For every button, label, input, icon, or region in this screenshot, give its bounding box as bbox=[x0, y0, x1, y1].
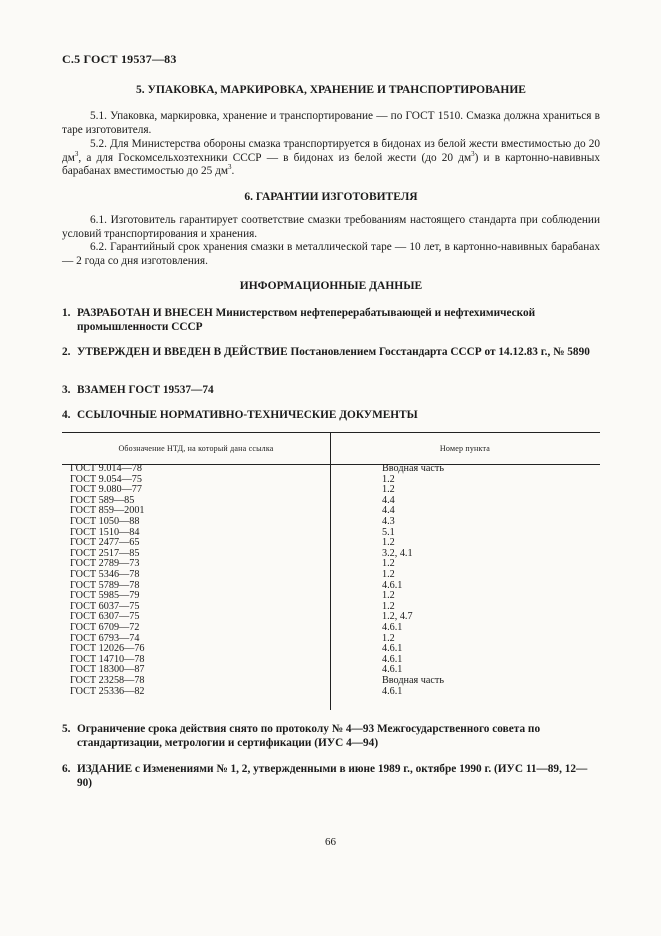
clause-number: 4.6.1 bbox=[382, 653, 403, 665]
clause-number: 4.6.1 bbox=[382, 643, 403, 655]
table-row bbox=[62, 484, 600, 495]
document-designation: ГОСТ 9.014—78 bbox=[70, 463, 142, 474]
clause-number: 3.2, 4.1 bbox=[382, 547, 413, 559]
clause-number: 1.2 bbox=[382, 569, 395, 580]
page-number: 66 bbox=[325, 836, 336, 848]
document-designation: ГОСТ 18300—87 bbox=[70, 664, 145, 676]
info-item-number: 6. bbox=[62, 763, 71, 775]
document-designation: ГОСТ 6709—72 bbox=[70, 622, 140, 633]
table-row bbox=[62, 686, 600, 697]
info-item-6 bbox=[62, 762, 602, 790]
info-item-2 bbox=[62, 345, 602, 359]
table-row bbox=[62, 495, 600, 506]
document-designation: ГОСТ 5789—78 bbox=[70, 579, 140, 591]
document-designation: ГОСТ 589—85 bbox=[70, 494, 135, 506]
section-5-title: 5. УПАКОВКА, МАРКИРОВКА, ХРАНЕНИЕ И ТРАНСПОРТИРОВАНИЕ bbox=[136, 84, 526, 96]
document-designation: ГОСТ 2517—85 bbox=[70, 547, 140, 559]
clause-number: 4.6.1 bbox=[382, 664, 403, 676]
info-item-text: Ограничение срока действия снято по протоколу № 4—93 Межгосударственного совета по стандартизации, метрологии и сертификации (ИУС 4—94) bbox=[77, 723, 541, 749]
table-row bbox=[62, 664, 600, 675]
clause-number: 1.2 bbox=[382, 590, 395, 602]
document-designation: ГОСТ 1510—84 bbox=[70, 526, 140, 538]
column-header-document: Обозначение НТД, на который дана ссылка bbox=[118, 444, 274, 453]
clause-number: 4.6.1 bbox=[382, 622, 403, 633]
clause-number: Вводная часть bbox=[382, 675, 444, 686]
table-top-rule bbox=[62, 432, 600, 433]
clause-number: 1.2, 4.7 bbox=[382, 611, 413, 623]
paragraph-6-2: 6.2. Гарантийный срок хранения смазки в металлической таре — 10 лет, в картонно-навивных барабанах — 2 года со дня изготовления. bbox=[62, 241, 600, 267]
table-row bbox=[62, 590, 600, 601]
paragraph-5-1: 5.1. Упаковка, маркировка, хранение и транспортирование — по ГОСТ 1510. Смазка должна храниться в таре изготовителя. bbox=[62, 110, 600, 136]
reference-documents-table bbox=[62, 432, 600, 710]
clause-number: Вводная часть bbox=[382, 463, 444, 474]
table-row bbox=[62, 601, 600, 612]
info-item-5 bbox=[62, 722, 602, 750]
clause-number: 1.2 bbox=[382, 632, 395, 644]
paragraph-6-1: 6.1. Изготовитель гарантирует соответствие смазки требованиям настоящего стандарта при соблюдении условий транспортирования и хранения. bbox=[62, 214, 600, 240]
info-item-text: ВЗАМЕН ГОСТ 19537—74 bbox=[77, 384, 214, 396]
table-row bbox=[62, 463, 600, 474]
document-designation: ГОСТ 6307—75 bbox=[70, 611, 140, 623]
table-row bbox=[62, 537, 600, 548]
info-item-4 bbox=[62, 408, 602, 422]
info-item-text: ССЫЛОЧНЫЕ НОРМАТИВНО-ТЕХНИЧЕСКИЕ ДОКУМЕНТЫ bbox=[77, 409, 418, 421]
document-designation: ГОСТ 2789—73 bbox=[70, 558, 140, 570]
document-designation: ГОСТ 14710—78 bbox=[70, 653, 145, 665]
paragraph-5-2: 5.2. Для Министерства обороны смазка транспортируется в бидонах из белой жести вместимостью до 20 $дм^3$, а для Госкомсельхозтехники СССР — в бидонах из белой жести (до 20 $дм^3$) и в картонно-навивных барабанах вместимостью до 25 $дм^3$. bbox=[62, 138, 600, 177]
clause-number: 5.1 bbox=[382, 526, 395, 538]
table-row bbox=[62, 611, 600, 622]
document-designation: ГОСТ 9.080—77 bbox=[70, 484, 142, 496]
clause-number: 1.2 bbox=[382, 473, 395, 485]
info-item-text: ИЗДАНИЕ с Изменениями № 1, 2, утвержденными в июне 1989 г., октябре 1990 г. (ИУС 11—89, 12—90) bbox=[77, 763, 588, 789]
table-row bbox=[62, 516, 600, 527]
clause-number: 4.6.1 bbox=[382, 579, 403, 591]
table-row bbox=[62, 675, 600, 686]
clause-number: 1.2 bbox=[382, 600, 395, 612]
info-item-text: УТВЕРЖДЕН И ВВЕДЕН В ДЕЙСТВИЕ Постановлением Госстандарта СССР от 14.12.83 г., № 5890 bbox=[77, 346, 590, 358]
document-designation: ГОСТ 5346—78 bbox=[70, 569, 140, 580]
clause-number: 1.2 bbox=[382, 484, 395, 496]
table-row bbox=[62, 558, 600, 569]
table-row bbox=[62, 548, 600, 559]
document-designation: ГОСТ 5985—79 bbox=[70, 590, 140, 602]
table-row bbox=[62, 527, 600, 538]
document-designation: ГОСТ 1050—88 bbox=[70, 516, 140, 527]
table-row bbox=[62, 569, 600, 580]
clause-number: 1.2 bbox=[382, 558, 395, 570]
info-item-3 bbox=[62, 383, 602, 397]
document-designation: ГОСТ 6037—75 bbox=[70, 600, 140, 612]
info-item-number: 4. bbox=[62, 409, 71, 421]
section-6-title: 6. ГАРАНТИИ ИЗГОТОВИТЕЛЯ bbox=[244, 191, 418, 203]
clause-number: 4.4 bbox=[382, 505, 395, 517]
document-designation: ГОСТ 12026—76 bbox=[70, 643, 145, 655]
table-row bbox=[62, 505, 600, 516]
table-row bbox=[62, 474, 600, 485]
clause-number: 4.4 bbox=[382, 494, 395, 506]
info-item-number: 3. bbox=[62, 384, 71, 396]
document-designation: ГОСТ 9.054—75 bbox=[70, 473, 142, 485]
info-item-number: 1. bbox=[62, 307, 71, 319]
document-designation: ГОСТ 859—2001 bbox=[70, 505, 145, 517]
table-row bbox=[62, 580, 600, 591]
info-item-1 bbox=[62, 306, 602, 334]
table-row bbox=[62, 633, 600, 644]
info-item-text: РАЗРАБОТАН И ВНЕСЕН Министерством нефтеперерабатывающей и нефтехимической промышленности СССР bbox=[77, 307, 536, 333]
info-item-number: 5. bbox=[62, 723, 71, 735]
document-designation: ГОСТ 23258—78 bbox=[70, 675, 145, 686]
column-header-clause: Номер пункта bbox=[439, 444, 491, 453]
document-designation: ГОСТ 25336—82 bbox=[70, 685, 145, 697]
page-header: С.5 ГОСТ 19537—83 bbox=[62, 52, 177, 66]
document-designation: ГОСТ 2477—65 bbox=[70, 537, 140, 549]
table-row bbox=[62, 622, 600, 633]
clause-number: 4.3 bbox=[382, 516, 395, 527]
info-title: ИНФОРМАЦИОННЫЕ ДАННЫЕ bbox=[239, 280, 423, 292]
table-row bbox=[62, 643, 600, 654]
clause-number: 4.6.1 bbox=[382, 685, 403, 697]
info-item-number: 2. bbox=[62, 346, 71, 358]
document-designation: ГОСТ 6793—74 bbox=[70, 632, 140, 644]
clause-number: 1.2 bbox=[382, 537, 395, 549]
table-row bbox=[62, 654, 600, 665]
